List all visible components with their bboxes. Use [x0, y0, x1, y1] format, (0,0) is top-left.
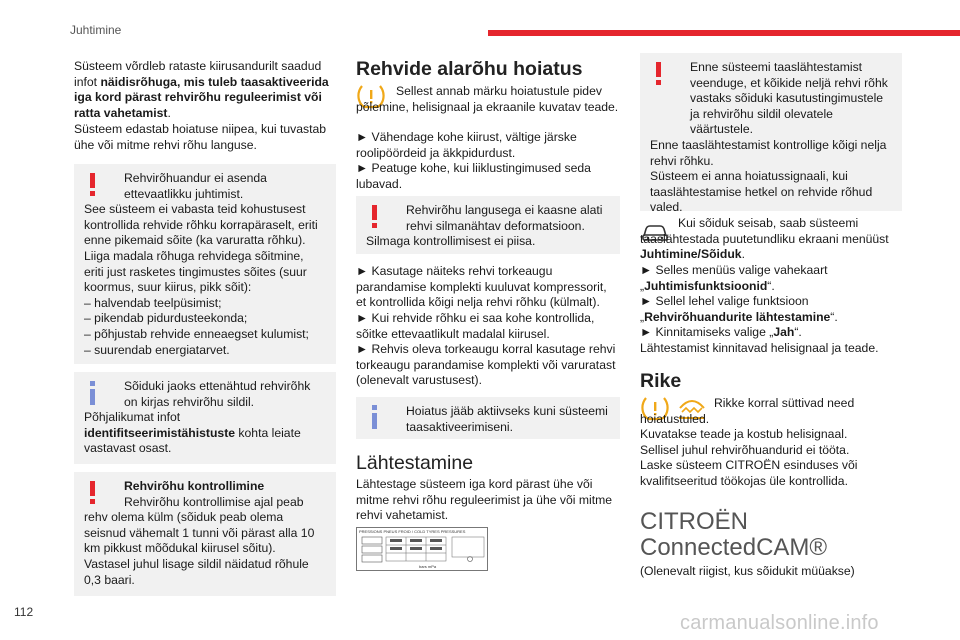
info-icon	[88, 381, 97, 407]
warning-box-deformation	[356, 196, 620, 254]
warning-box-lead: Rehvirõhuandur ei asenda ettevaatlikku juhtimist.	[124, 171, 267, 201]
label-units: bars mPa	[419, 564, 437, 569]
running-header: Juhtimine	[70, 23, 122, 37]
bold-text-run: näidisrõhuga, mis tuleb taasaktiveerida iga kord pärast rehvirõhu reguleerimist või ratta vahetamist	[74, 74, 329, 120]
intro-paragraph	[74, 59, 336, 121]
text-run: “.	[767, 278, 775, 293]
text-run: “.	[830, 309, 838, 324]
tyre-pressure-label-image	[356, 527, 488, 571]
info-line: Põhjalikumat infot	[84, 410, 181, 425]
intro-paragraph-2: Süsteem edastab hoiatuse niipea, kui tuvastab ühe või mitme rehvi rõhu languse.	[74, 122, 327, 152]
fault-line: Kuvatakse teade ja kostub helisignaal.	[640, 427, 848, 441]
info-line	[84, 426, 326, 457]
step: ► Vähendage kohe kiirust, vältige järske roolipöördeid ja äkkpidurdust.	[356, 130, 577, 160]
text-run: Kui sõiduk seisab, saab süsteemi taaslähtestada puutetundliku ekraani menüüst	[640, 216, 889, 246]
info-icon	[370, 405, 379, 431]
info-box-active-until-reset	[356, 397, 620, 439]
watermark: carmanualsonline.info	[680, 612, 879, 634]
info-box-lead: Sõiduki jaoks ettenähtud rehvirõhk on kirjas rehvirõhu sildil.	[124, 379, 311, 409]
bold-text-run: Jah	[773, 325, 795, 339]
step	[640, 263, 902, 294]
brand-title-line-1: CITROËN	[640, 508, 748, 535]
warning-list-item: – põhjustab rehvide enneaegset kulumist;	[84, 326, 309, 341]
warning-list-item: – pikendab pidurdusteekonda;	[84, 311, 248, 326]
info-box-text: Hoiatus jääb aktiivseks kuni süsteemi taasaktiveerimiseni.	[406, 404, 608, 434]
warning-box-lead: Rehvirõhu langusega ei kaasne alati rehvi silmanähtav deformatsioon.	[406, 203, 603, 233]
section-heading-fault: Rike	[640, 370, 682, 392]
text-run: “.	[794, 325, 802, 339]
info-bold-term: identifitseerimistähistuste	[84, 425, 236, 440]
bold-text-run: Juhtimine/Sõiduk	[640, 247, 742, 262]
warning-exclamation-icon	[654, 62, 663, 88]
label-title: PRESSIONS PNEUS FROID / COLD TYRES PRESSURES	[359, 529, 466, 534]
fault-lead: Rikke korral süttivad need hoiatustuled.	[640, 396, 855, 426]
warning-list-item: – suurendab energiatarvet.	[84, 342, 230, 357]
bold-text-run: Rehvirõhuandurite lähtestamine	[644, 309, 831, 324]
fault-line: Sellisel juhul rehvirõhuandurid ei tööta.	[640, 443, 850, 457]
section-heading-reset: Lähtestamine	[356, 452, 474, 474]
step: ► Kui rehvide rõhku ei saa kohe kontrollida, sõitke ettevaatlikult madalal kiirusel.	[356, 311, 595, 341]
step	[640, 325, 902, 341]
text-run: ► Selles menüüs valige vahekaart „	[640, 263, 828, 293]
header-red-bar	[488, 30, 960, 36]
warning-exclamation-icon	[370, 205, 379, 231]
page-number: 112	[14, 605, 34, 619]
warning-box-line: Enne taaslähtestamist kontrollige kõigi nelja rehvi rõhku.	[650, 137, 887, 168]
warning-exclamation-icon	[88, 173, 97, 199]
step: ► Rehvis oleva torkeaugu korral kasutage rehvi torkeaugu parandamise komplekti või varuratast (olenevalt varustusest).	[356, 342, 616, 388]
fault-line: Laske süsteem CITROËN esinduses või kvalifitseeritud töökojas üle kontrollida.	[640, 458, 858, 488]
bold-text-run: Juhtimisfunktsioonid	[644, 278, 768, 293]
info-box-tyre-label	[74, 372, 336, 464]
warning-line: See süsteem ei vabasta teid kohustusest kontrollida rehvide rõhku korrapäraselt, eriti enne pikemaid sõite (ka varuratta rõhku).	[84, 202, 318, 248]
warning-box-lead: Enne süsteemi taaslähtestamist veenduge, et kõikide neljä rehvi rõhk vastaks sõiduki kasutustingimustele ja rehvirõhu sildil olevatele väärtustele.	[690, 60, 888, 137]
info-line-rest: kohta leiate vastavast osast.	[84, 425, 301, 456]
reset-procedure-text	[640, 216, 902, 263]
brand-title-line-2: ConnectedCAM®	[640, 534, 828, 561]
warning-exclamation-icon	[88, 481, 97, 507]
reset-text: Lähtestage süsteem iga kord pärast ühe või mitme rehvi rõhu reguleerimist ja ühe või mitme rehvi vahetamist.	[356, 477, 613, 523]
section-heading-underpressure: Rehvide alarõhu hoiatus	[356, 58, 583, 80]
step: ► Peatuge kohe, kui liiklustingimused seda lubavad.	[356, 161, 591, 191]
warning-box-title	[84, 479, 326, 495]
step	[640, 294, 902, 325]
text-run: ► Kinnitamiseks valige „	[640, 325, 774, 339]
warning-box-pressure-check	[74, 472, 336, 596]
text-run: .	[741, 247, 745, 262]
step: ► Kasutage näiteks rehvi torkeaugu parandamise komplekti kuuluvat kompressorit, et kontrollida kõigi nelja rehvi rõhku (külmalt).	[356, 264, 607, 310]
text-run: Süsteem võrdleb rataste kiirusandurilt saadud infot	[74, 59, 322, 89]
warning-box-tyre-sensor	[74, 164, 336, 364]
warning-box-line: Silmaga kontrollimisest ei piisa.	[366, 234, 536, 249]
warning-line: Liiga madala rõhuga rehvidega sõitmine, eriti just rasketes tingimustes sõites (suur koormus, suur kiirus, pikk sõit):	[84, 248, 307, 295]
underpressure-lead: Sellest annab märku hoiatustule pidev põlemine, helisignaal ja ekraanile kuvatav teade.	[356, 84, 619, 114]
confirm-text: Lähtestamist kinnitavad helisignaal ja teade.	[640, 341, 879, 355]
warning-box-title-text: Rehvirõhu kontrollimine	[124, 479, 265, 493]
country-note: (Olenevalt riigist, kus sõidukit müüakse)	[640, 564, 855, 578]
warning-box-text-1: Rehvirõhu kontrollimise ajal peab rehv olema külm (sõiduk peab olema seisnud vähemalt 1 tunni või pärast alla 10 km pikkust mõõdukal kiirusel sõitu).	[84, 494, 315, 556]
warning-box-line: Süsteem ei anna hoiatussignaali, kui taaslähtestamise hetkel on rehvide rõhud valed.	[650, 169, 873, 215]
text-run: .	[167, 105, 171, 120]
warning-list-item: – halvendab teelpüsimist;	[84, 295, 222, 310]
text-run: ► Sellel lehel valige funktsioon „	[640, 294, 809, 324]
warning-box-before-reset	[640, 53, 902, 215]
label-diagram	[360, 535, 486, 563]
warning-box-text-2: Vastasel juhul lisage sildil näidatud rõhule 0,3 baari.	[84, 556, 309, 587]
